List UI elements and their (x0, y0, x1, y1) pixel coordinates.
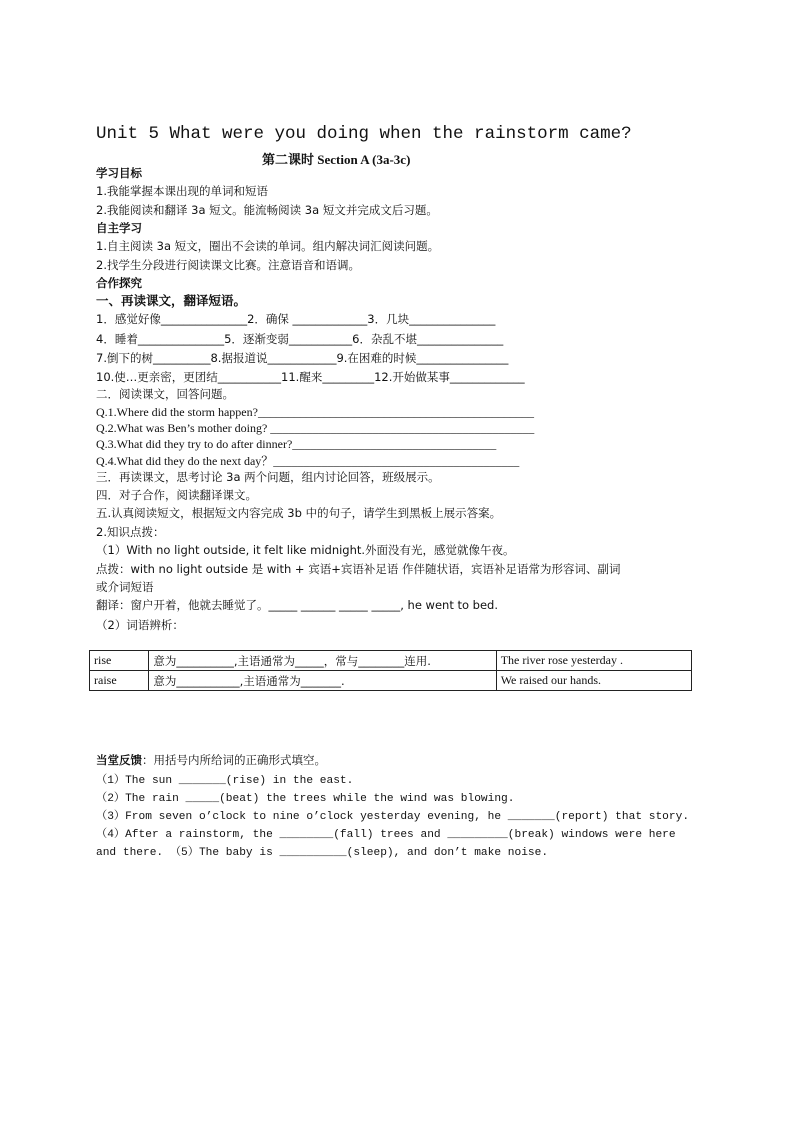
vocab-example: The river rose yesterday . (496, 651, 691, 671)
goals-heading: 学习目标 (96, 166, 142, 180)
feedback-item: （1）The sun _______(rise) in the east. (96, 775, 354, 787)
question-line: Q.4.What did they do the next day？_________________________________________ (96, 454, 520, 468)
knowledge-tip-cont: 或介词短语 (96, 580, 154, 594)
page-subtitle: 第二课时 Section A (3a-3c) (262, 152, 411, 167)
goal-item: 2.我能阅读和翻译 3a 短文。能流畅阅读 3a 短文并完成文后习题。 (96, 203, 438, 217)
question-line: Q.3.What did they try to do after dinner?__________________________________ (96, 437, 497, 451)
feedback-heading: 当堂反馈 (96, 753, 142, 767)
word-analysis-heading: （2）词语辨析： (96, 618, 184, 632)
vocab-description: 意为___________,主语通常为_______. (149, 671, 496, 691)
self-study-item: 2.找学生分段进行阅读课文比赛。注意语音和语调。 (96, 258, 360, 272)
knowledge-heading: 2.知识点拨： (96, 525, 165, 539)
feedback-item: （4）After a rainstorm, the ________(fall) trees and _________(break) windows were here (96, 829, 676, 841)
vocab-word: rise (90, 651, 149, 671)
section-complete-3b: 五.认真阅读短文，根据短文内容完成 3b 中的句子，请学生到黑板上展示答案。 (96, 506, 502, 520)
feedback-item: and there. （5）The baby is __________(sleep), and don’t make noise. (96, 847, 549, 859)
phrase-row: 7.倒下的树__________8.据报道说____________9.在困难的时候________________ (96, 351, 509, 365)
section-answer-questions: 二．阅读课文，回答问题。 (96, 387, 234, 401)
self-study-item: 1.自主阅读 3a 短文，圈出不会读的单词。组内解决词汇阅读问题。 (96, 239, 440, 253)
feedback-item: （3）From seven o’clock to nine o’clock yesterday evening, he _______(report) that story. (96, 811, 690, 823)
table-row (90, 671, 692, 691)
translate-exercise: 翻译：窗户开着，他就去睡觉了。_____ ______ _____ _____, he went to bed. (96, 598, 499, 612)
vocab-table (89, 650, 692, 691)
vocab-word: raise (90, 671, 149, 691)
feedback-heading-line (96, 755, 326, 767)
section-discuss: 三．再读课文，思考讨论 3a 两个问题，组内讨论回答，班级展示。 (96, 470, 440, 484)
section-pair-work: 四．对子合作，阅读翻译课文。 (96, 488, 257, 502)
phrase-row: 1．感觉好像_______________2．确保 _____________3．几块_______________ (96, 312, 496, 326)
feedback-item: （2）The rain _____(beat) the trees while the wind was blowing. (96, 793, 515, 805)
table-row (90, 651, 692, 671)
section-translate-phrases: 一、再读课文，翻译短语。 (96, 293, 247, 308)
knowledge-tip: 点拨：with no light outside 是 with + 宾语+宾语补足语 作伴随状语，宾语补足语常为形容词、副词 (96, 562, 621, 576)
question-line: Q.1.Where did the storm happen?______________________________________________ (96, 405, 534, 419)
question-line: Q.2.What was Ben’s mother doing? ____________________________________________ (96, 421, 535, 435)
vocab-description: 意为__________,主语通常为_____，常与________连用. (149, 651, 496, 671)
knowledge-example: （1）With no light outside, it felt like midnight.外面没有光，感觉就像午夜。 (96, 543, 515, 557)
goal-item: 1.我能掌握本课出现的单词和短语 (96, 184, 268, 198)
phrase-row: 4．睡着_______________5．逐渐变弱___________6．杂乱不堪_______________ (96, 332, 504, 346)
feedback-instruction: ：用括号内所给词的正确形式填空。 (142, 753, 326, 767)
phrase-row: 10.使…更亲密，更团结___________11.醒来_________12.开始做某事_____________ (96, 370, 525, 384)
vocab-example: We raised our hands. (496, 671, 691, 691)
self-study-heading: 自主学习 (96, 221, 142, 235)
page-title: Unit 5 What were you doing when the rainstorm came? (96, 124, 632, 144)
cooperation-heading: 合作探究 (96, 276, 142, 290)
